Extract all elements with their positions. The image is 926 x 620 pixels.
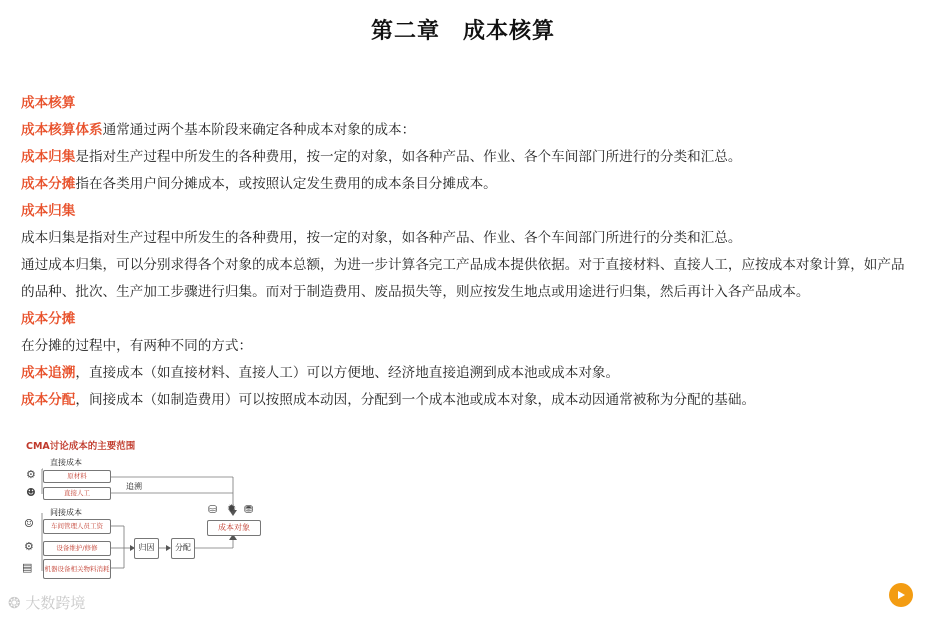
play-button[interactable] [889,583,913,607]
text-cost-system: 通常通过两个基本阶段来确定各种成本对象的成本： [102,122,416,138]
paragraph-allocation-intro: 在分摊的过程中，有两种不同的方式： [21,338,253,354]
section-heading-cost-allocation: 成本分摊 [21,311,76,327]
machine-icon: ▤ [22,561,33,574]
diagram-title: CMA讨论成本的主要范围 [26,441,136,452]
text-cost-distribution: ，间接成本（如制造费用）可以按照成本动因，分配到一个成本池或成本对象，成本动因通常被称为分配的基础。 [75,392,756,408]
term-cost-system: 成本核算体系 [21,122,103,138]
direct-cost-label: 直接成本 [50,458,82,467]
paragraph-cost-collection [21,144,909,171]
term-cost-collection: 成本归集 [21,149,76,165]
paragraph-cost-distribution [21,387,909,414]
document-body [21,90,909,414]
page-title: 第二章 成本核算 [370,19,555,44]
section-heading-cost-accounting: 成本核算 [21,95,76,111]
trace-label: 追溯 [126,482,142,491]
term-cost-distribution: 成本分配 [21,392,76,408]
gears-icon: ⚙ [24,540,34,553]
sun-gear-icon: ✹ [227,502,237,515]
term-cost-allocation: 成本分摊 [21,176,76,192]
target-box: 成本对象 [207,520,261,536]
direct-item-labor: 直接人工 [43,487,111,500]
indirect-item-consumables: 机器设备相关物料消耗 [43,559,111,579]
paragraph-cost-system [21,117,909,144]
watermark-text: 大数跨境 [25,594,86,612]
indirect-cost-label: 间接成本 [50,508,82,517]
paragraph-cost-tracing [21,360,909,387]
play-icon [896,590,906,600]
watermark-logo-icon: ❂ [8,594,26,612]
coins-icon: ⛃ [244,503,254,516]
paragraph-cost-allocation [21,171,909,198]
worker-icon: ☻ [26,486,36,499]
allocate-box: 分配 [171,538,195,559]
paragraph-collection-definition: 成本归集是指对生产过程中所发生的各种费用，按一定的对象，如各种产品、作业、各个车间部门所进行的分类和汇总。 [21,230,742,246]
term-cost-tracing: 成本追溯 [21,365,76,381]
cost-scope-diagram [18,438,280,580]
person-icon: ☺ [24,517,34,530]
paragraph-collection-detail: 通过成本归集，可以分别求得各个对象的成本总额，为进一步计算各完工产品成本提供依据。对于直接材料、直接人工，应按成本对象计算，如产品的品种、批次、生产加工步骤进行归集。而对于制造费用、废品损失等，则应按发生地点或用途进行归集，然后再计入各产品成本。 [21,257,905,300]
text-cost-allocation: 指在各类用户间分摊成本，或按照认定发生费用的成本条目分摊成本。 [75,176,497,192]
watermark [8,592,85,613]
text-cost-collection: 是指对生产过程中所发生的各种费用，按一定的对象，如各种产品、作业、各个车间部门所进行的分类和汇总。 [75,149,742,165]
direct-item-materials: 原材料 [43,470,111,483]
gear-person-icon: ⚙ [26,468,36,481]
indirect-item-wages: 车间管理人员工资 [43,519,111,534]
section-heading-cost-collection: 成本归集 [21,203,76,219]
cause-box: 归因 [134,538,159,559]
indirect-item-maintenance: 设备维护/修修 [43,541,111,556]
text-cost-tracing: ，直接成本（如直接材料、直接人工）可以方便地、经济地直接追溯到成本池或成本对象。 [75,365,620,381]
database-icon: ⛁ [208,503,218,516]
